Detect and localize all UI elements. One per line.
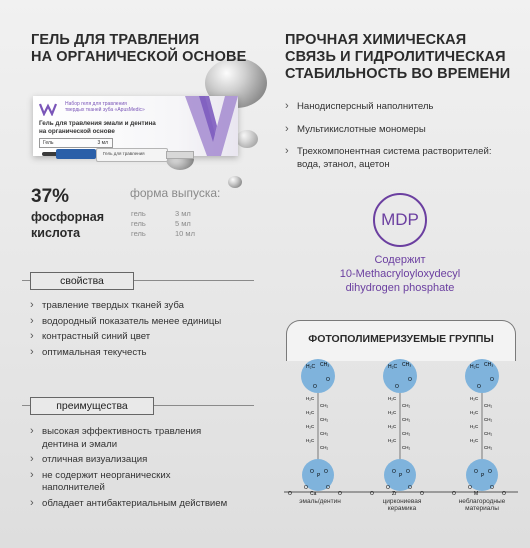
molecule: [452, 359, 506, 497]
svg-text:O: O: [386, 485, 390, 491]
adv-list: [30, 426, 235, 510]
adv-pill: преимущества: [30, 397, 154, 415]
svg-text:O: O: [468, 485, 472, 491]
list-item: › обладает антибактериальным действием: [30, 498, 235, 511]
substrate-label-line2: материалы: [465, 505, 499, 512]
release-row: [131, 219, 211, 229]
mdp-contains: Содержит: [374, 254, 426, 266]
svg-text:CH₃: CH₃: [484, 362, 494, 368]
chain-ch2: H₂C: [306, 424, 315, 429]
list-item: › Мультикислотные мономеры: [285, 124, 517, 137]
syringe-blue-gel: [56, 149, 96, 159]
syringe-barrel: [96, 148, 168, 162]
svg-text:Ca: Ca: [310, 491, 317, 497]
box-label-volume: 3 мл: [97, 140, 108, 146]
list-item: › контрастный синий цвет: [30, 331, 260, 344]
svg-text:O: O: [477, 384, 481, 390]
release-row-vol: 5 мл: [175, 219, 191, 228]
brand-logo-icon: [39, 102, 61, 116]
svg-text:CH₃: CH₃: [402, 362, 412, 368]
chain-ch2: H₂C: [388, 396, 397, 401]
features-list: [285, 101, 517, 171]
list-item: › оптимальная текучесть: [30, 347, 260, 360]
substrate-label: [448, 498, 516, 512]
svg-text:P: P: [481, 473, 485, 479]
left-title-line2: НА ОРГАНИЧЕСКОЙ ОСНОВЕ: [31, 49, 247, 65]
svg-text:O: O: [288, 491, 292, 497]
chain-ch2: CH₂: [320, 445, 329, 450]
svg-text:O: O: [310, 469, 314, 475]
release-row-name: гель: [131, 209, 146, 218]
svg-text:O: O: [324, 469, 328, 475]
list-item: › травление твердых тканей зуба: [30, 300, 260, 313]
chain-ch2: H₂C: [470, 410, 479, 415]
syringe-plunger: [166, 151, 194, 159]
props-list: [30, 300, 260, 359]
chain-ch2: H₂C: [306, 438, 315, 443]
svg-text:O: O: [395, 384, 399, 390]
acid-label-line1: фосфорная: [31, 210, 105, 224]
chain-ch2: H₂C: [306, 396, 315, 401]
box-product-line1: Гель для травления эмали и дентина: [39, 120, 156, 127]
syringe: [42, 147, 192, 161]
release-row-name: гель: [131, 229, 146, 238]
substrate-label: [286, 498, 354, 505]
chain-ch2: CH₂: [402, 403, 411, 408]
list-item: › водородный показатель менее единицы: [30, 316, 260, 329]
left-title-line1: ГЕЛЬ ДЛЯ ТРАВЛЕНИЯ: [31, 32, 200, 48]
chain-ch2: CH₂: [402, 417, 411, 422]
right-title-line1: ПРОЧНАЯ ХИМИЧЕСКАЯ: [285, 32, 467, 48]
mdp-badge: [373, 193, 427, 247]
mdp-label: MDP: [381, 210, 419, 229]
svg-text:O: O: [490, 485, 494, 491]
release-row-vol: 3 мл: [175, 209, 191, 218]
substrate-label-line1: циркониевая: [382, 498, 422, 505]
svg-text:O: O: [408, 377, 412, 383]
svg-text:O: O: [474, 469, 478, 475]
release-row-vol: 10 мл: [175, 229, 195, 238]
box-brand-line1: Набор геля для травления: [65, 101, 127, 107]
svg-text:M: M: [474, 491, 479, 497]
list-item: › Нанодисперсный наполнитель: [285, 101, 517, 114]
svg-text:CH₃: CH₃: [320, 362, 330, 368]
chain-ch2: H₂C: [388, 438, 397, 443]
chain-ch2: CH₂: [484, 431, 493, 436]
svg-text:Zr: Zr: [392, 491, 397, 497]
svg-text:O: O: [420, 491, 424, 497]
box-brand-line2: твердых тканей зуба «ApusMedic»: [65, 107, 145, 113]
svg-text:P: P: [399, 473, 403, 479]
chain-ch2: H₂C: [470, 396, 479, 401]
chain-ch2: CH₂: [320, 431, 329, 436]
chain-ch2: CH₂: [402, 431, 411, 436]
box-product-line2: на органической основе: [39, 128, 115, 135]
substrate-label-line2: керамика: [387, 505, 417, 512]
list-item: › отличная визуализация: [30, 454, 235, 467]
svg-text:O: O: [408, 485, 412, 491]
chain-ch2: H₂C: [388, 410, 397, 415]
svg-text:O: O: [326, 377, 330, 383]
left-title: [31, 32, 246, 66]
mdp-compound-line2: dihydrogen phosphate: [345, 282, 455, 294]
substrate-label: [368, 498, 436, 512]
mdp-compound-line1: 10-Methacryloyloxydecyl: [339, 268, 461, 280]
acid-percent: 37%: [31, 186, 70, 207]
chain-ch2: CH₂: [484, 445, 493, 450]
chain-ch2: CH₂: [484, 417, 493, 422]
box-label-tag: Гель: [43, 140, 54, 146]
chain-ch2: CH₂: [320, 403, 329, 408]
svg-text:O: O: [406, 469, 410, 475]
release-title: форма выпуска:: [130, 186, 221, 200]
release-row: [131, 209, 211, 219]
syringe-label: Гель для травления: [103, 151, 145, 156]
svg-text:H₂C: H₂C: [470, 364, 480, 370]
acid-label-line2: кислота: [31, 226, 81, 240]
chain-ch2: H₂C: [470, 438, 479, 443]
gel-drop-tiny: [228, 176, 242, 188]
svg-text:O: O: [338, 491, 342, 497]
props-pill: свойства: [30, 272, 134, 290]
chain-ch2: H₂C: [470, 424, 479, 429]
list-item: › высокая эффективность травления дентина и эмали: [30, 426, 235, 451]
photopolymer-diagram: [282, 318, 520, 544]
chain-ch2: H₂C: [306, 410, 315, 415]
gel-drop-mid: [236, 130, 258, 148]
release-row: [131, 229, 211, 239]
svg-text:O: O: [452, 491, 456, 497]
svg-text:O: O: [502, 491, 506, 497]
release-row-name: гель: [131, 219, 146, 228]
substrate-label-line1: эмаль/дентин: [299, 498, 341, 505]
svg-text:H₂C: H₂C: [388, 364, 398, 370]
list-item: › Трехкомпонентная система растворителей: вода, этанол, ацетон: [285, 146, 517, 171]
list-item: › не содержит неорганических наполнителей: [30, 470, 235, 495]
release-table: [131, 209, 211, 239]
right-title-line2: СВЯЗЬ И ГИДРОЛИТИЧЕСКАЯ: [285, 49, 506, 65]
chain-ch2: CH₂: [402, 445, 411, 450]
right-title: [285, 32, 510, 83]
diagram-title: ФОТОПОЛИМЕРИЗУЕМЫЕ ГРУППЫ: [308, 333, 494, 345]
svg-text:O: O: [304, 485, 308, 491]
svg-text:O: O: [392, 469, 396, 475]
chain-ch2: H₂C: [388, 424, 397, 429]
right-title-line3: СТАБИЛЬНОСТЬ ВО ВРЕМЕНИ: [285, 66, 511, 82]
chain-ch2: CH₂: [484, 403, 493, 408]
svg-text:O: O: [490, 377, 494, 383]
svg-text:O: O: [326, 485, 330, 491]
molecule: [288, 359, 342, 497]
svg-text:O: O: [313, 384, 317, 390]
chain-ch2: CH₂: [320, 417, 329, 422]
svg-text:O: O: [370, 491, 374, 497]
molecule: [370, 359, 424, 497]
substrate-label-line1: неблагородные: [458, 498, 506, 505]
svg-text:O: O: [488, 469, 492, 475]
svg-text:H₂C: H₂C: [306, 364, 316, 370]
svg-text:P: P: [317, 473, 321, 479]
